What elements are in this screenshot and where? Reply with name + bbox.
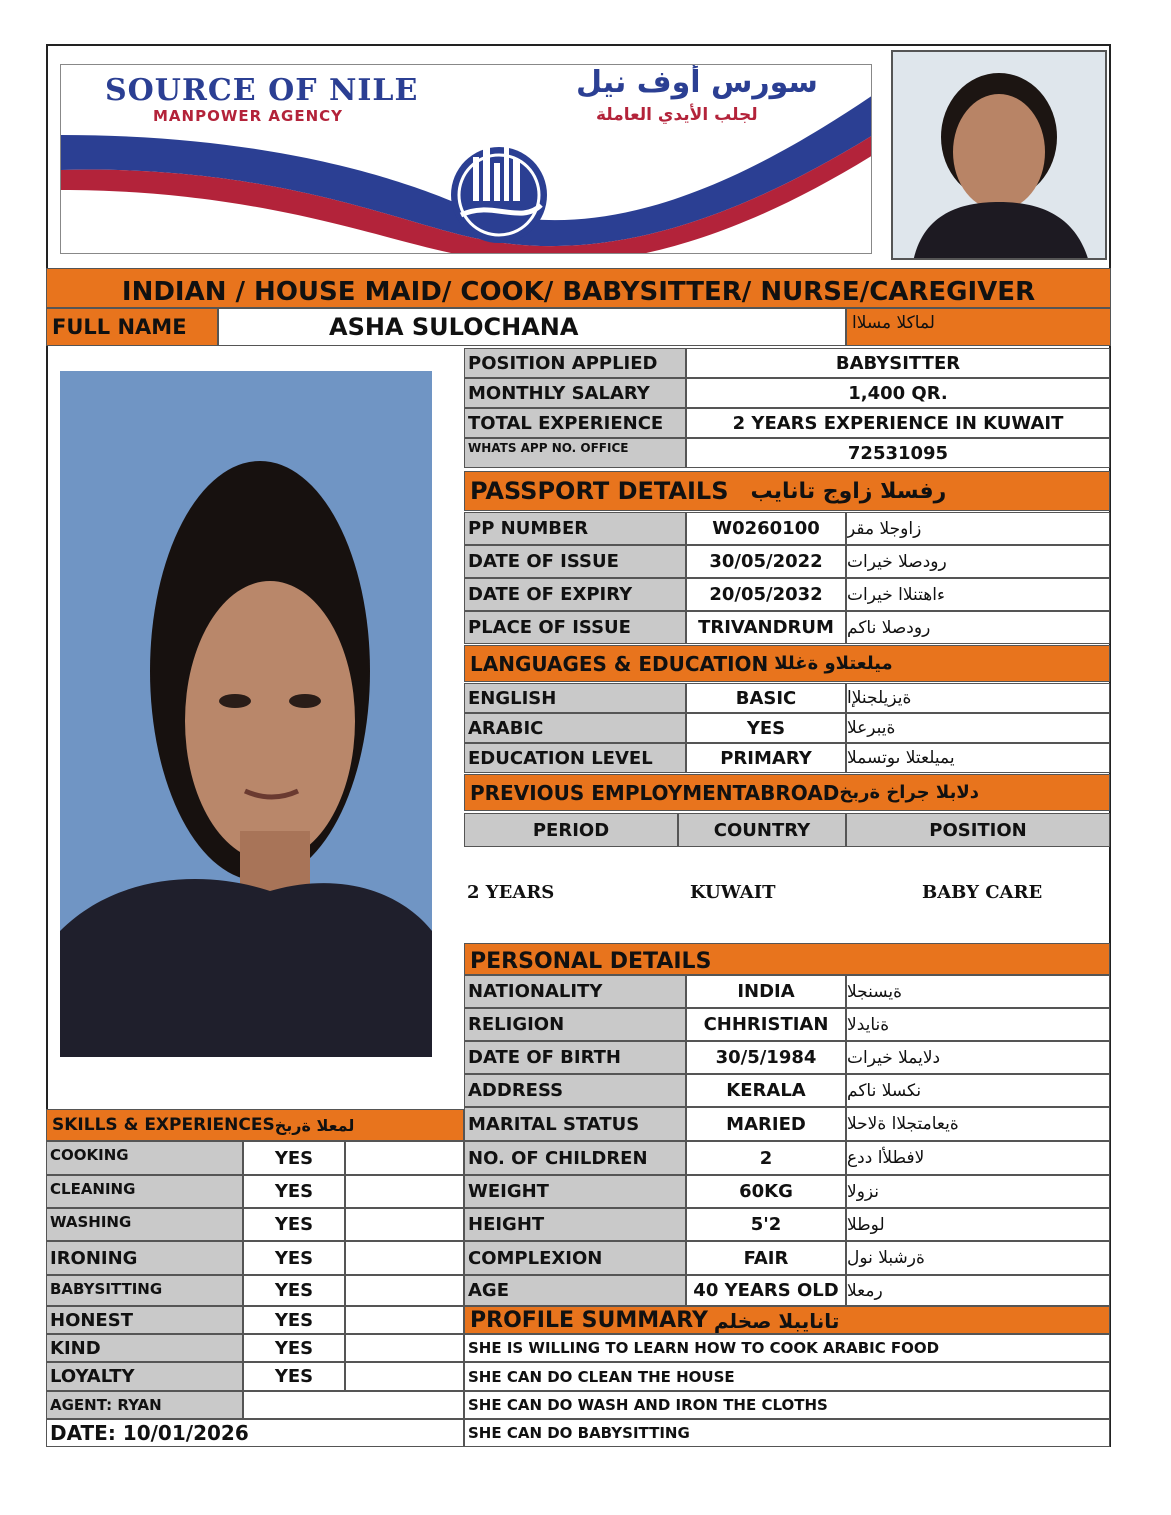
logo-sub: MANPOWER AGENCY (153, 107, 343, 125)
english-label: ENGLISH (464, 683, 686, 713)
complexion-label: COMPLEXION (464, 1241, 686, 1275)
arabic-value: YES (686, 713, 846, 743)
pp-number-value: W0260100 (686, 512, 846, 545)
skill-cleaning-blank (345, 1175, 464, 1208)
skill-cooking-value: YES (243, 1141, 345, 1175)
children-value: 2 (686, 1141, 846, 1175)
place-of-issue-arabic: رودصلا ناكم (846, 611, 1110, 644)
nationality-value: INDIA (686, 975, 846, 1008)
dob-value: 30/5/1984 (686, 1041, 846, 1074)
skills-title: SKILLS & EXPERIENCES (52, 1115, 275, 1135)
skill-loyalty-value: YES (243, 1362, 345, 1391)
languages-title-arabic: ميلعتلاو ةغللا (774, 653, 893, 674)
address-value: KERALA (686, 1074, 846, 1107)
address-label: ADDRESS (464, 1074, 686, 1107)
skill-loyalty-label: LOYALTY (46, 1362, 243, 1391)
summary-value-experience: 2 YEARS EXPERIENCE IN KUWAIT (686, 408, 1110, 438)
profile-line-2: SHE CAN DO CLEAN THE HOUSE (464, 1362, 1110, 1391)
age-value: 40 YEARS OLD (686, 1275, 846, 1306)
skill-loyalty-blank (345, 1362, 464, 1391)
skill-honest-blank (345, 1306, 464, 1334)
children-arabic: لافطلأا ددع (846, 1141, 1110, 1175)
date-label: DATE: 10/01/2026 (46, 1419, 464, 1447)
date-of-expiry-value: 20/05/2032 (686, 578, 846, 611)
summary-label-whatsapp: WHATS APP NO. OFFICE (464, 438, 686, 468)
skill-cooking-label: COOKING (46, 1141, 243, 1175)
education-arabic: يميلعتلا ىوتسملا (846, 743, 1110, 773)
marital-arabic: ةيعامتجلاا ةلاحلا (846, 1107, 1110, 1141)
portrait-small-graphic (893, 52, 1107, 260)
passport-section-header (464, 471, 1110, 511)
date-of-issue-value: 30/05/2022 (686, 545, 846, 578)
place-of-issue-label: PLACE OF ISSUE (464, 611, 686, 644)
dob-label: DATE OF BIRTH (464, 1041, 686, 1074)
full-name-label: FULL NAME (46, 308, 218, 346)
place-of-issue-value: TRIVANDRUM (686, 611, 846, 644)
passport-title-arabic: رفسلا زاوج تانايب (750, 478, 947, 504)
employment-header-country: COUNTRY (678, 813, 846, 847)
skill-kind-label: KIND (46, 1334, 243, 1362)
full-name-value: ASHA SULOCHANA (218, 308, 846, 346)
employment-position: BABY CARE (922, 882, 1043, 903)
marital-value: MARIED (686, 1107, 846, 1141)
skills-title-arabic: لمعلا ةربخ (274, 1115, 355, 1135)
skill-cleaning-value: YES (243, 1175, 345, 1208)
profile-title: PROFILE SUMMARY (470, 1308, 708, 1333)
full-name-arabic: لماكلا مسلاا (846, 308, 1111, 346)
complexion-value: FAIR (686, 1241, 846, 1275)
pp-number-label: PP NUMBER (464, 512, 686, 545)
height-value: 5'2 (686, 1208, 846, 1241)
date-of-expiry-arabic: ءاهتنلاا خيرات (846, 578, 1110, 611)
passport-title: PASSPORT DETAILS (470, 477, 729, 505)
skill-washing-value: YES (243, 1208, 345, 1241)
logo-brand: SOURCE OF NILE (105, 73, 419, 108)
employment-period: 2 YEARS (467, 882, 555, 903)
skill-ironing-blank (345, 1241, 464, 1275)
portrait-photo-small (891, 50, 1107, 260)
employment-title: PREVIOUS EMPLOYMENTABROAD (470, 780, 840, 805)
religion-arabic: ةنايدلا (846, 1008, 1110, 1041)
personal-section-header (464, 943, 1110, 975)
weight-arabic: نزولا (846, 1175, 1110, 1208)
english-value: BASIC (686, 683, 846, 713)
employment-country: KUWAIT (690, 882, 776, 903)
skill-honest-value: YES (243, 1306, 345, 1334)
skill-cleaning-label: CLEANING (46, 1175, 243, 1208)
summary-label-position: POSITION APPLIED (464, 348, 686, 378)
title-banner (46, 268, 1111, 308)
age-label: AGE (464, 1275, 686, 1306)
skill-cooking-blank (345, 1141, 464, 1175)
agent-label: AGENT: RYAN (46, 1391, 243, 1419)
address-arabic: نكسلا ناكم (846, 1074, 1110, 1107)
employment-title-arabic: دلابلا جراخ ةربخ (839, 782, 979, 803)
skill-babysitting-value: YES (243, 1275, 345, 1306)
summary-value-salary: 1,400 QR. (686, 378, 1110, 408)
profile-line-3: SHE CAN DO WASH AND IRON THE CLOTHS (464, 1391, 1110, 1419)
summary-label-salary: MONTHLY SALARY (464, 378, 686, 408)
summary-value-position: BABYSITTER (686, 348, 1110, 378)
age-arabic: رمعلا (846, 1275, 1110, 1306)
height-arabic: لوطلا (846, 1208, 1110, 1241)
skill-washing-blank (345, 1208, 464, 1241)
date-of-issue-label: DATE OF ISSUE (464, 545, 686, 578)
employment-row (464, 847, 1110, 943)
employment-header-position: POSITION (846, 813, 1110, 847)
portrait-large-graphic (60, 371, 432, 1057)
religion-value: CHHRISTIAN (686, 1008, 846, 1041)
education-value: PRIMARY (686, 743, 846, 773)
height-label: HEIGHT (464, 1208, 686, 1241)
english-arabic: ةيزيلجنلإا (846, 683, 1110, 713)
skill-washing-label: WASHING (46, 1208, 243, 1241)
personal-title: PERSONAL DETAILS (470, 949, 712, 974)
languages-section-header (464, 645, 1110, 682)
date-of-expiry-label: DATE OF EXPIRY (464, 578, 686, 611)
dob-arabic: دلايملا خيرات (846, 1041, 1110, 1074)
weight-label: WEIGHT (464, 1175, 686, 1208)
employment-header-period: PERIOD (464, 813, 678, 847)
pp-number-arabic: زاوجلا مقر (846, 512, 1110, 545)
skill-babysitting-label: BABYSITTING (46, 1275, 243, 1306)
date-of-issue-arabic: رودصلا خيرات (846, 545, 1110, 578)
skill-kind-blank (345, 1334, 464, 1362)
profile-line-1: SHE IS WILLING TO LEARN HOW TO COOK ARABIC FOOD (464, 1334, 1110, 1362)
complexion-arabic: ةرشبلا نول (846, 1241, 1110, 1275)
arabic-label: ARABIC (464, 713, 686, 743)
logo-arabic-sub: لجلب الأيدي العاملة (596, 105, 758, 125)
logo-arabic-brand: سورس أوف نيل (576, 65, 818, 100)
skill-ironing-value: YES (243, 1241, 345, 1275)
title-banner-text: INDIAN / HOUSE MAID/ COOK/ BABYSITTER/ NURSE/CAREGIVER (121, 277, 1036, 307)
nationality-arabic: ةيسنجلا (846, 975, 1110, 1008)
arabic-arabic: ةيبرعلا (846, 713, 1110, 743)
profile-section-header (464, 1306, 1110, 1334)
marital-label: MARITAL STATUS (464, 1107, 686, 1141)
portrait-photo-large (60, 371, 432, 1057)
summary-label-experience: TOTAL EXPERIENCE (464, 408, 686, 438)
religion-label: RELIGION (464, 1008, 686, 1041)
profile-title-arabic: تانايبلا صخلم (713, 1309, 840, 1333)
skill-babysitting-blank (345, 1275, 464, 1306)
nationality-label: NATIONALITY (464, 975, 686, 1008)
skill-kind-value: YES (243, 1334, 345, 1362)
agency-logo (60, 64, 872, 254)
education-label: EDUCATION LEVEL (464, 743, 686, 773)
employment-section-header (464, 774, 1110, 811)
children-label: NO. OF CHILDREN (464, 1141, 686, 1175)
profile-line-4: SHE CAN DO BABYSITTING (464, 1419, 1110, 1447)
languages-title: LANGUAGES & EDUCATION (470, 651, 769, 676)
skill-ironing-label: IRONING (46, 1241, 243, 1275)
agent-blank (243, 1391, 464, 1419)
summary-value-whatsapp: 72531095 (686, 438, 1110, 468)
weight-value: 60KG (686, 1175, 846, 1208)
skill-honest-label: HONEST (46, 1306, 243, 1334)
skills-section-header (46, 1109, 464, 1141)
